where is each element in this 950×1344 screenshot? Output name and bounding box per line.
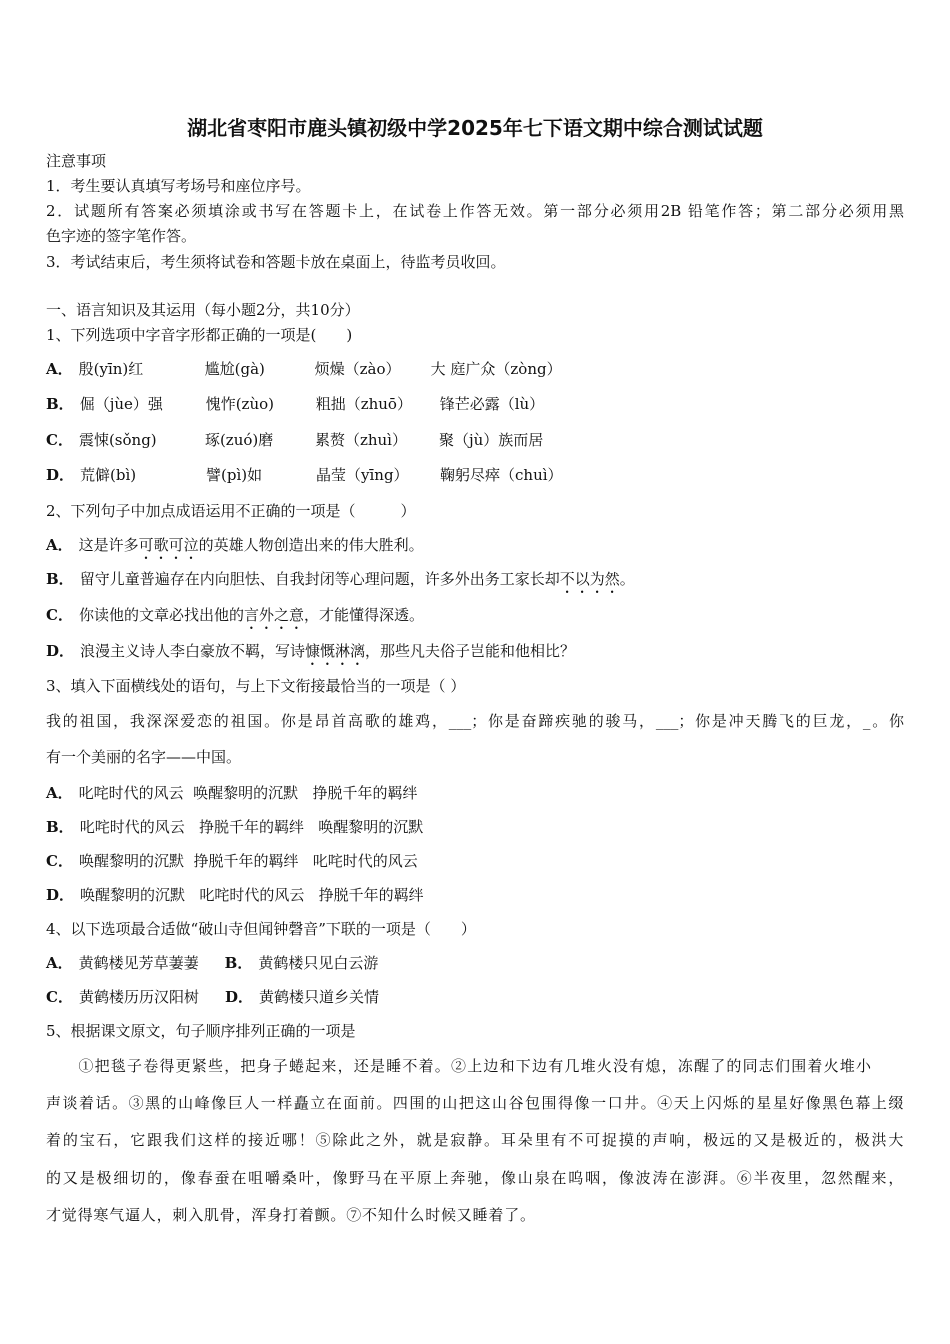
option-text: 浪漫主义诗人李白豪放不羁，写诗 xyxy=(80,642,306,660)
q4-options-row xyxy=(46,953,378,973)
option-cell: 锋芒必露（lù） xyxy=(439,395,545,413)
question-3-stem: 3、填入下面横线处的语句，与上下文衔接最恰当的一项是（ ） xyxy=(46,677,466,695)
q3-option-d xyxy=(46,885,424,905)
option-label: D． xyxy=(46,886,75,904)
option-label: D． xyxy=(46,642,75,660)
option-label: C． xyxy=(46,988,73,1006)
option-label: A． xyxy=(46,784,73,802)
option-cell: 烦燥（zào） xyxy=(314,360,401,378)
option-text: 的英雄人物创造出来的伟大胜利。 xyxy=(198,536,424,554)
notice-item: 1．考生要认真填写考场号和座位序号。 xyxy=(46,177,311,195)
passage-line: 才觉得寒气逼人，刺入肌骨，浑身打着颤。⑦不知什么时候又睡着了。 xyxy=(46,1206,536,1224)
option-cell: 震悚(sǒng) xyxy=(78,431,157,449)
question-2-stem: 2、下列句子中加点成语运用不正确的一项是（ ） xyxy=(46,502,416,520)
option-text: 黄鹤楼历历汉阳树 xyxy=(78,988,199,1006)
option-label: C． xyxy=(46,606,73,624)
q1-option-c xyxy=(46,430,543,450)
passage-line: 的又是极细切的，像春蚕在咀嚼桑叶，像野马在平原上奔驰，像山泉在呜咽，像波涛在澎湃。⑥半夜里，忽然醒来， xyxy=(46,1169,904,1187)
q2-option-d xyxy=(46,641,575,669)
question-4-stem: 4、以下选项最合适做“破山寺但闻钟磬音”下联的一项是（ ） xyxy=(46,920,476,938)
notice-item: 3．考试结束后，考生须将试卷和答题卡放在桌面上，待监考员收回。 xyxy=(46,253,506,271)
dotted-idiom: 言外之意 xyxy=(243,606,304,624)
option-text: 这是许多 xyxy=(78,536,139,554)
option-cell: 荒僻(bì) xyxy=(80,466,137,484)
passage-line: 着的宝石，它跟我们这样的接近哪！⑤除此之外，就是寂静。耳朵里有不可捉摸的声响，极远的又是极近的，极洪大 xyxy=(46,1131,904,1149)
option-cell: 鞠躬尽瘁（chuì） xyxy=(440,466,563,484)
option-label: C． xyxy=(46,852,73,870)
q1-option-d xyxy=(46,465,563,485)
option-text: ，才能懂得深透。 xyxy=(303,606,424,624)
section-heading: 一、语言知识及其运用（每小题2分，共10分） xyxy=(46,301,360,319)
option-text: 你读他的文章必找出他的 xyxy=(78,606,244,624)
dotted-idiom: 可歌可泣 xyxy=(138,536,199,554)
option-cell: 譬(pì)如 xyxy=(206,466,263,484)
option-cell: 愧怍(zùo) xyxy=(205,395,274,413)
option-label: A． xyxy=(46,536,73,554)
page-title: 湖北省枣阳市鹿头镇初级中学2025年七下语文期中综合测试试题 xyxy=(187,116,763,140)
option-text: 黄鹤楼只见白云游 xyxy=(258,954,379,972)
dotted-idiom: 不以为然 xyxy=(559,570,620,588)
option-cell: 晶莹（yīng） xyxy=(316,466,409,484)
notice-item: 2．试题所有答案必须填涂或书写在答题卡上，在试卷上作答无效。第一部分必须用2B 铅笔作答；第二部分必须用黑 xyxy=(46,202,904,220)
q2-option-c xyxy=(46,605,424,633)
option-label: B． xyxy=(224,954,253,972)
option-text: 黄鹤楼只道乡关情 xyxy=(258,988,379,1006)
option-label: C． xyxy=(46,431,73,449)
q1-option-a xyxy=(46,359,562,379)
option-text: 叱咤时代的风云 挣脱千年的羁绊 唤醒黎明的沉默 xyxy=(79,818,424,836)
option-cell: 殷(yīn)红 xyxy=(78,360,144,378)
option-label: A． xyxy=(46,954,73,972)
passage-line: 声谈着话。③黑的山峰像巨人一样矗立在面前。四围的山把这山谷包围得像一口井。④天上闪烁的星星好像黑色幕上缀 xyxy=(46,1094,904,1112)
passage-line: ①把毯子卷得更紧些，把身子蜷起来，还是睡不着。②上边和下边有几堆火没有熄，冻醒了的同志们围着火堆小 xyxy=(46,1057,873,1075)
option-cell: 尴尬(gà) xyxy=(204,360,265,378)
option-label: B． xyxy=(46,818,74,836)
option-text: 黄鹤楼见芳草萋萋 xyxy=(78,954,199,972)
option-cell: 琢(zuó)磨 xyxy=(204,431,274,449)
option-text: ，那些凡夫俗子岂能和他相比？ xyxy=(365,642,576,660)
option-cell: 倔（jùe）强 xyxy=(79,395,163,413)
option-text: 叱咤时代的风云 唤醒黎明的沉默 挣脱千年的羁绊 xyxy=(78,784,418,802)
option-text: 唤醒黎明的沉默 叱咤时代的风云 挣脱千年的羁绊 xyxy=(80,886,424,904)
option-cell: 粗拙（zhuō） xyxy=(315,395,412,413)
option-cell: 大 庭广众（zòng） xyxy=(430,360,562,378)
notice-item: 色字迹的签字笔作答。 xyxy=(46,227,197,245)
option-text: 留守儿童普遍存在内向胆怯、自我封闭等心理问题，许多外出务工家长却 xyxy=(79,570,560,588)
dotted-idiom: 慷慨淋漓 xyxy=(305,642,366,660)
option-text: 。 xyxy=(619,570,635,588)
question-3-text: 我的祖国，我深深爱恋的祖国。你是昂首高歌的雄鸡，___；你是奋蹄疾驰的骏马，___；你是冲天腾飞的巨龙，_。你 xyxy=(46,712,904,730)
q3-option-a xyxy=(46,783,417,803)
option-label: B． xyxy=(46,570,74,588)
q1-option-b xyxy=(46,394,544,414)
question-5-stem: 5、根据课文原文，句子顺序排列正确的一项是 xyxy=(46,1022,356,1040)
q3-option-c xyxy=(46,851,418,871)
option-cell: 聚（jù）族而居 xyxy=(438,431,544,449)
q4-options-row xyxy=(46,987,379,1007)
option-cell: 累赘（zhuì） xyxy=(314,431,407,449)
option-label: A． xyxy=(46,360,73,378)
q3-option-b xyxy=(46,817,423,837)
q2-option-a xyxy=(46,535,424,563)
option-text: 唤醒黎明的沉默 挣脱千年的羁绊 叱咤时代的风云 xyxy=(78,852,418,870)
question-1-stem: 1、下列选项中字音字形都正确的一项是( ) xyxy=(46,326,353,344)
option-label: B． xyxy=(46,395,74,413)
notice-heading: 注意事项 xyxy=(46,152,107,170)
option-label: D． xyxy=(46,466,75,484)
question-3-text: 有一个美丽的名字——中国。 xyxy=(46,748,242,766)
option-label: D． xyxy=(224,988,253,1006)
q2-option-b xyxy=(46,569,635,597)
